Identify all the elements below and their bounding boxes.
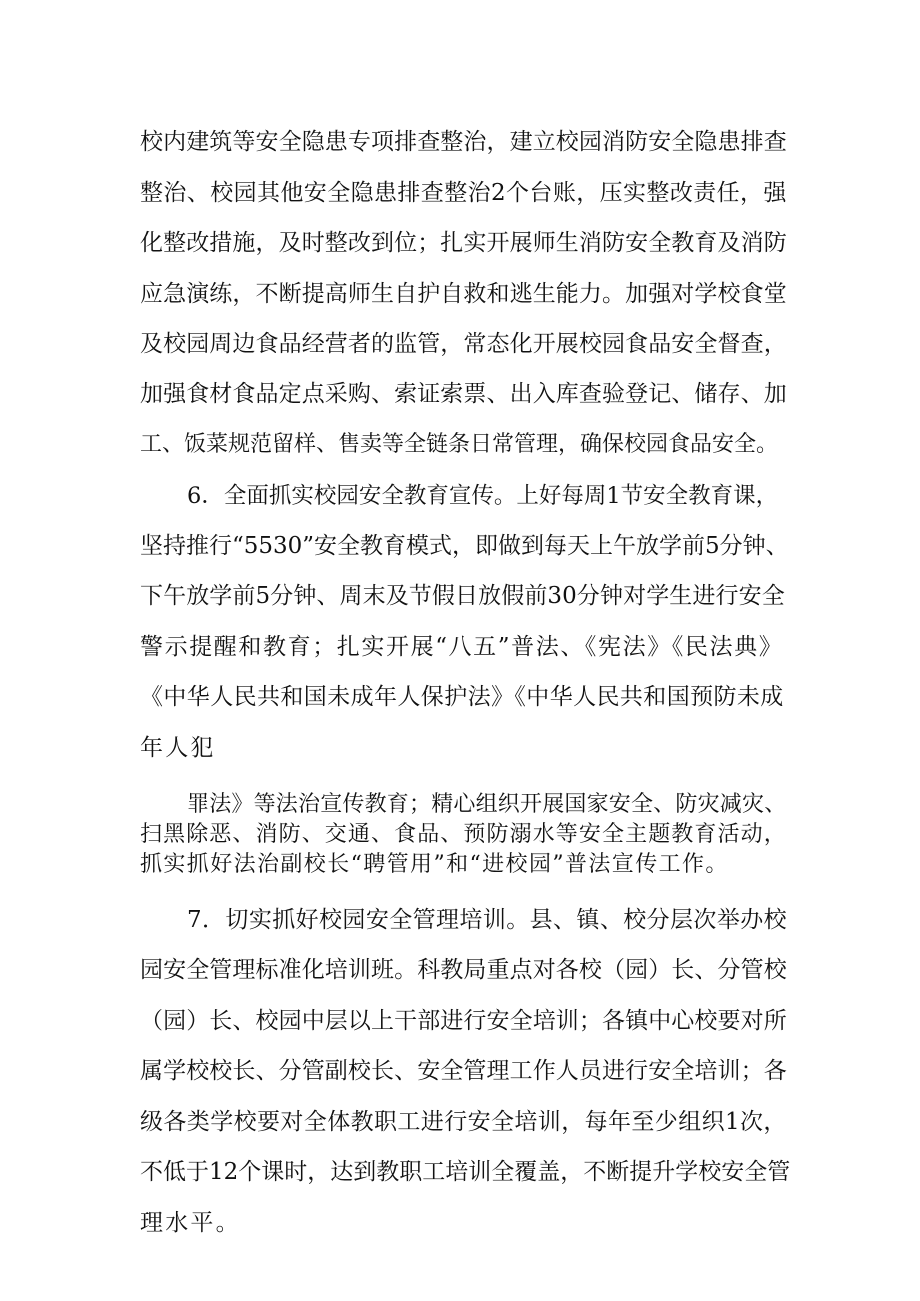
text-line: 加强食材食品定点采购、索证索票、出入库查验登记、储存、加 bbox=[140, 381, 787, 407]
section-heading-7: 7．切实抓好校园安全管理培训。县、镇、校分层次举办校 bbox=[187, 907, 788, 933]
text-line: 化整改措施，及时整改到位；扎实开展师生消防安全教育及消防 bbox=[140, 230, 787, 256]
section-heading-6: 6．全面抓实校园安全教育宣传。上好每周1节安全教育课， bbox=[187, 483, 779, 509]
text-line: 下午放学前5分钟、周末及节假日放假前30分钟对学生进行安全 bbox=[140, 583, 785, 609]
text-line: 不低于12个课时，达到教职工培训全覆盖，不断提升学校安全管 bbox=[140, 1159, 791, 1185]
text-line: 整治、校园其他安全隐患排查整治2个台账，压实整改责任，强 bbox=[140, 180, 787, 206]
text-line: 抓实抓好法治副校长“聘管用”和“进校园”普法宣传工作。 bbox=[140, 852, 729, 877]
text-line: 工、饭菜规范留样、售卖等全链条日常管理，确保校园食品安全。 bbox=[140, 432, 779, 457]
text-line: 扫黑除恶、消防、交通、食品、预防溺水等安全主题教育活动， bbox=[140, 822, 787, 847]
text-line: 警示提醒和教育；扎实开展“八五”普法、《宪法》《民法典》 bbox=[140, 634, 784, 660]
text-line: 及校园周边食品经营者的监管，常态化开展校园食品安全督查， bbox=[140, 331, 787, 357]
text-line: 理水平。 bbox=[140, 1210, 241, 1236]
text-line: 应急演练，不断提高师生自护自救和逃生能力。加强对学校食堂 bbox=[140, 281, 787, 307]
text-line: 校内建筑等安全隐患专项排查整治，建立校园消防安全隐患排查 bbox=[140, 129, 787, 155]
text-line: 罪法》等法治宣传教育；精心组织开展国家安全、防灾减灾、 bbox=[187, 792, 787, 817]
text-line: （园）长、校园中层以上干部进行安全培训；各镇中心校要对所 bbox=[140, 1008, 787, 1034]
text-line: 属学校校长、分管副校长、安全管理工作人员进行安全培训；各 bbox=[140, 1058, 787, 1084]
text-line: 《中华人民共和国未成年人保护法》《中华人民共和国预防未成 bbox=[140, 684, 784, 710]
text-line: 园安全管理标准化培训班。科教局重点对各校（园）长、分管校 bbox=[140, 957, 787, 983]
text-line: 级各类学校要对全体教职工进行安全培训，每年至少组织1次， bbox=[140, 1109, 787, 1135]
text-line: 坚持推行“5530”安全教育模式，即做到每天上午放学前5分钟、 bbox=[140, 533, 789, 559]
text-line: 年人犯 bbox=[140, 735, 216, 761]
